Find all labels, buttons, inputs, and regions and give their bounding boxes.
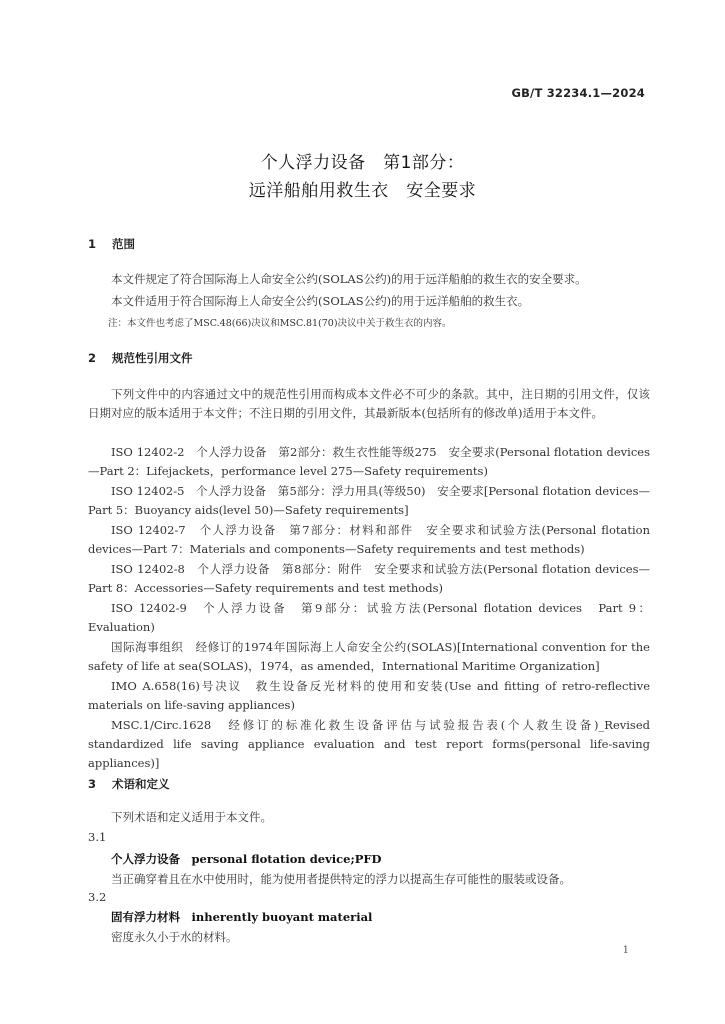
document-title-line1: 个人浮力设备 第1部分： [260,153,465,173]
section-number: 1 [88,237,97,251]
document-title-line2: 远洋船舶用救生衣 安全要求 [248,181,477,201]
section-2-heading [88,350,193,366]
section-title: 规范性引用文件 [112,351,193,365]
standard-number: GB/T 32234.1—2024 [511,86,645,100]
reference-item: 国际海事组织 经修订的1974年国际海上人命安全公约(SOLAS)[International convention for the safety of life at sea(SOLAS)，1974，as amended，International Maritime Organization] [88,640,650,673]
clause-number: 3.1 [88,830,107,844]
reference-item: IMO A.658(16)号决议 救生设备反光材料的使用和安装(Use and fitting of retro-reflective materials on life-saving appliances) [88,679,650,712]
term-definition: 当正确穿着且在水中使用时，能为使用者提供特定的浮力以提高生存可能性的服装或设备。 [111,872,571,886]
term-heading: 个人浮力设备 personal flotation device;PFD [111,852,382,866]
section-number: 2 [88,351,97,365]
scope-note: 注：本文件也考虑了MSC.48(66)决议和MSC.81(70)决议中关于救生衣的内容。 [108,318,452,329]
section-title: 范围 [112,237,135,251]
reference-item: ISO 12402-8 个人浮力设备 第8部分：附件 安全要求和试验方法(Personal flotation devices—Part 8：Accessories—Safety requirements and test methods) [88,562,650,595]
reference-item: ISO 12402-5 个人浮力设备 第5部分：浮力用具(等级50) 安全要求[Personal flotation devices—Part 5：Buoyancy aids(level 50)—Safety requirements] [88,484,650,517]
clause-number: 3.2 [88,890,107,904]
term-definition: 密度永久小于水的材料。 [111,930,238,944]
reference-item: MSC.1/Circ.1628 经修订的标准化救生设备评估与试验报告表(个人救生设备)_Revised standardized life saving appliance evaluation and test report forms(personal life-saving appliances)] [88,718,650,770]
references-intro: 下列文件中的内容通过文中的规范性引用而构成本文件必不可少的条款。其中，注日期的引用文件，仅该日期对应的版本适用于本文件；不注日期的引用文件，其最新版本(包括所有的修改单)适用于本文件。 [88,387,650,420]
section-number: 3 [88,777,97,791]
section-title: 术语和定义 [112,777,170,791]
page-number: 1 [622,945,629,956]
reference-item: ISO 12402-2 个人浮力设备 第2部分：救生衣性能等级275 安全要求(Personal flotation devices—Part 2：Lifejackets，performance level 275—Safety requirements) [88,445,650,478]
reference-item: ISO 12402-7 个人浮力设备 第7部分：材料和部件 安全要求和试验方法(Personal flotation devices—Part 7：Materials and components—Safety requirements and test methods) [88,523,650,556]
term-heading: 固有浮力材料 inherently buoyant material [111,910,373,924]
terms-intro: 下列术语和定义适用于本文件。 [111,810,272,824]
section-3-heading [88,776,170,792]
reference-item: ISO 12402-9 个人浮力设备 第9部分：试验方法(Personal flotation devices Part 9：Evaluation) [88,601,650,634]
scope-paragraph-1: 本文件规定了符合国际海上人命安全公约(SOLAS公约)的用于远洋船舶的救生衣的安全要求。 [111,272,587,286]
section-1-heading [88,236,135,252]
scope-paragraph-2: 本文件适用于符合国际海上人命安全公约(SOLAS公约)的用于远洋船舶的救生衣。 [111,294,530,308]
